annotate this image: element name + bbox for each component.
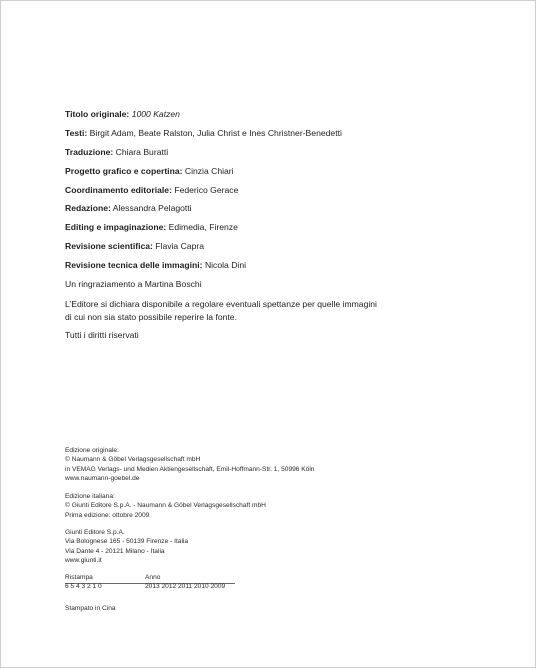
anno-values: 2013 2012 2011 2010 2009 — [145, 583, 226, 590]
credit-value: Edimedia, Firenze — [168, 222, 238, 233]
credit-label: Revisione tecnica delle immagini: — [65, 260, 203, 271]
credit-value: Cinzia Chiari — [184, 165, 234, 176]
original-edition-line: in VEMAG Verlags- und Medien Aktiengesellschaft, Emil-Hoffmann-Str. 1, 50996 Köln — [65, 465, 315, 473]
italian-edition-line: Edizione italiana: — [65, 493, 115, 500]
credit-value: Nicola Dini — [204, 260, 247, 271]
credit-scientific-review — [65, 241, 505, 252]
credit-thanks — [65, 279, 505, 290]
publisher-line: www.giunti.it — [65, 556, 102, 564]
notice-line: L’Editore si dichiara disponibile a regolare eventuali spettanze per quelle immagini — [65, 299, 377, 309]
credit-value: Federico Gerace — [174, 184, 239, 195]
credit-editorial-coordination — [65, 185, 505, 196]
original-edition-block — [65, 446, 314, 483]
credit-original-title — [65, 109, 505, 120]
original-edition-line: www.naumann-goebel.de — [65, 474, 140, 482]
publisher-line: Giunti Editore S.p.A. — [65, 529, 125, 536]
credit-graphic-design — [65, 166, 505, 177]
italian-edition-line: Prima edizione: ottobre 2009 — [65, 511, 150, 519]
credit-label: Editing e impaginazione: — [65, 222, 167, 233]
credit-texts — [65, 128, 505, 139]
publisher-line: Via Bolognese 165 - 50139 Firenze - Italia — [65, 538, 189, 546]
credit-image-review — [65, 260, 505, 271]
printed-in: Stampato in Cina — [65, 605, 116, 612]
italian-edition-block — [65, 492, 266, 520]
credit-translation — [65, 147, 505, 158]
credit-value: Alessandra Pelagotti — [112, 203, 192, 214]
credit-label: Coordinamento editoriale: — [65, 184, 172, 195]
credit-label: Traduzione: — [65, 146, 114, 157]
credit-label: Redazione: — [65, 203, 111, 214]
credit-label: Titolo originale: — [65, 109, 130, 119]
credit-editing — [65, 203, 505, 214]
credits-list — [65, 109, 505, 298]
ristampa-label: Ristampa — [65, 574, 93, 581]
notice-line: di cui non sia stato possibile reperire la fonte. — [65, 312, 237, 322]
publisher-block — [65, 528, 188, 565]
italian-edition-line: © Giunti Editore S.p.A. - Naumann & Göbel Verlagsgesellschaft mbH — [65, 502, 266, 510]
credit-value: Flavia Capra — [155, 241, 204, 252]
credit-label: Progetto grafico e copertina: — [65, 165, 183, 176]
credit-value: Birgit Adam, Beate Ralston, Julia Christ e Ines Christner-Benedetti — [89, 127, 342, 138]
credit-label: Revisione scientifica: — [65, 241, 153, 252]
rights-reserved: Tutti i diritti riservati — [65, 330, 139, 340]
original-edition-line: © Naumann & Göbel Verlagsgesellschaft mbH — [65, 456, 201, 464]
credit-layout — [65, 222, 505, 233]
credit-label: Testi: — [65, 127, 88, 138]
image-rights-notice — [65, 298, 505, 324]
credit-value: 1000 Katzen — [131, 109, 180, 119]
credit-value: Chiara Buratti — [115, 146, 169, 157]
anno-label: Anno — [145, 574, 161, 581]
credit-value: Un ringraziamento a Martina Boschi — [65, 279, 202, 290]
original-edition-line: Edizione originale: — [65, 447, 119, 454]
publisher-line: Via Dante 4 - 20121 Milano - Italia — [65, 547, 165, 555]
ristampa-values: 6 5 4 3 2 1 0 — [65, 583, 102, 590]
